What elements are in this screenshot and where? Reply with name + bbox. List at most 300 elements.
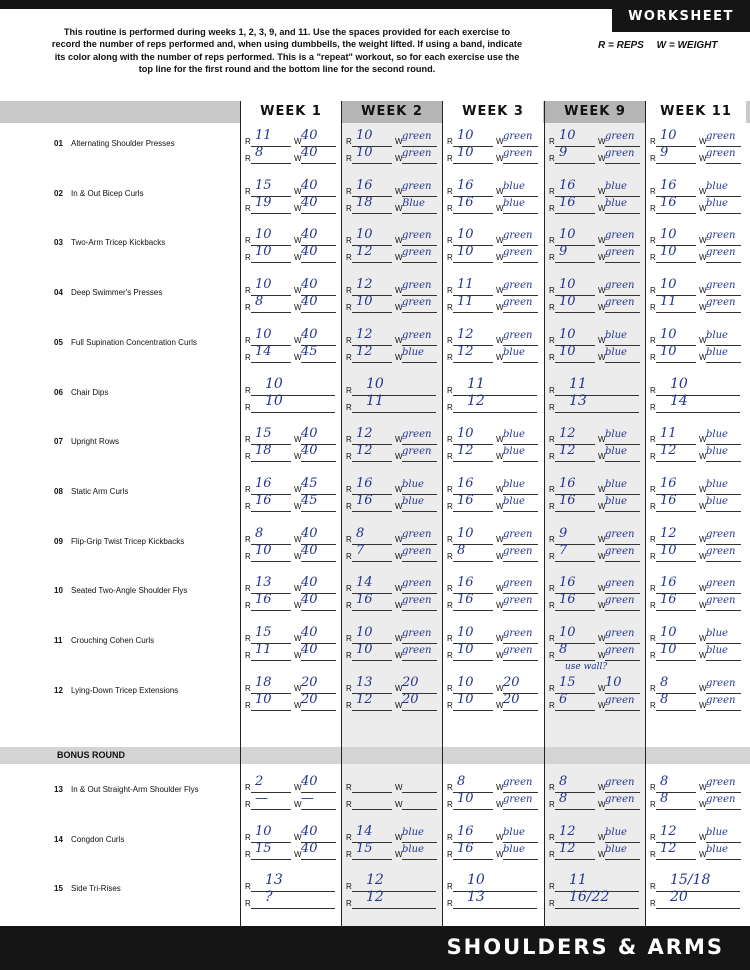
weight-value: 20 (402, 675, 419, 690)
reps-label: R (549, 584, 555, 593)
exercise-name: Deep Swimmer's Presses (71, 288, 163, 297)
reps-value: 8 (660, 791, 669, 806)
weight-line (503, 511, 538, 512)
reps-value: 16 (457, 195, 474, 210)
reps-line (352, 891, 436, 892)
log-entry-round-2[interactable] (650, 642, 745, 662)
weight-line (605, 511, 640, 512)
reps-line (555, 262, 595, 263)
reps-value: 6 (559, 692, 568, 707)
log-entry-round-2[interactable] (245, 592, 340, 612)
log-entry-round-2[interactable] (447, 592, 542, 612)
reps-line (453, 561, 493, 562)
reps-label: R (447, 303, 453, 312)
reps-label: R (346, 601, 352, 610)
weight-value: green (503, 297, 533, 308)
reps-label: R (346, 701, 352, 710)
weight-line (706, 660, 741, 661)
exercise-number: 02 (54, 189, 63, 198)
weight-value: blue (605, 330, 627, 341)
reps-line (555, 395, 639, 396)
log-entry-round-2[interactable] (245, 493, 340, 513)
weight-line (605, 444, 640, 445)
log-entry-round-1[interactable] (549, 376, 644, 397)
log-entry-round-2[interactable] (650, 443, 745, 463)
weight-value: green (605, 777, 635, 788)
log-entry-round-2[interactable] (346, 344, 441, 364)
reps-label: R (245, 286, 251, 295)
log-entry-round-2[interactable] (650, 145, 745, 165)
log-entry-round-2[interactable] (245, 692, 340, 712)
weight-value: green (503, 529, 533, 540)
weight-line (605, 362, 640, 363)
weight-label: W (294, 634, 302, 643)
weight-line (503, 561, 538, 562)
weight-value: 40 (301, 277, 318, 292)
weight-label: W (699, 452, 707, 461)
exercise-number: 10 (54, 586, 63, 595)
weight-label: W (395, 833, 403, 842)
reps-label: R (549, 236, 555, 245)
weight-value: green (706, 529, 736, 540)
log-entry-round-2[interactable] (549, 493, 644, 513)
log-entry-round-2[interactable] (447, 493, 542, 513)
log-entry-round-2[interactable] (447, 443, 542, 463)
reps-label: R (447, 253, 453, 262)
weight-label: W (699, 286, 707, 295)
log-entry-round-2[interactable] (346, 642, 441, 662)
weight-value: green (605, 645, 635, 656)
log-entry-round-1[interactable] (245, 376, 340, 397)
log-entry-round-2[interactable] (447, 393, 542, 414)
weight-label: W (395, 651, 403, 660)
weight-label: W (496, 154, 504, 163)
log-entry-round-2[interactable] (346, 244, 441, 264)
weight-line (503, 643, 538, 644)
week-header: WEEK 2 (342, 101, 442, 123)
log-entry-round-2[interactable] (650, 543, 745, 563)
weight-line (301, 511, 336, 512)
weight-line (605, 842, 640, 843)
log-entry-round-2[interactable] (447, 642, 542, 662)
log-entry-round-2[interactable] (346, 841, 441, 861)
log-entry-round-2[interactable] (447, 294, 542, 314)
log-entry-round-2[interactable] (650, 294, 745, 314)
reps-value: 10 (559, 327, 576, 342)
reps-label: R (650, 154, 656, 163)
log-entry-round-2[interactable] (245, 889, 340, 910)
column-divider (341, 101, 342, 953)
exercise-label (54, 487, 128, 496)
reps-line (352, 908, 436, 909)
reps-value: 10 (366, 376, 384, 392)
weight-value: blue (605, 429, 627, 440)
weight-label: W (496, 850, 504, 859)
reps-label: R (346, 882, 352, 891)
weight-value: 40 (301, 774, 318, 789)
reps-label: R (549, 634, 555, 643)
weight-label: W (395, 286, 403, 295)
week-header: WEEK 3 (443, 101, 543, 123)
exercise-label (54, 686, 178, 695)
reps-label: R (447, 634, 453, 643)
log-entry-round-2[interactable] (346, 692, 441, 712)
log-entry-round-2[interactable] (346, 393, 441, 414)
weight-value: green (503, 247, 533, 258)
log-entry-round-1[interactable] (650, 376, 745, 397)
reps-label: R (245, 435, 251, 444)
log-entry-round-2[interactable] (650, 493, 745, 513)
reps-line (453, 395, 537, 396)
reps-value: 16 (559, 178, 576, 193)
exercise-label (54, 338, 197, 347)
log-entry-round-2[interactable] (245, 443, 340, 463)
weight-line (605, 610, 640, 611)
reps-value: 10 (660, 244, 677, 259)
weight-value: blue (706, 347, 728, 358)
log-entry-round-2[interactable] (245, 543, 340, 563)
log-entry-round-1[interactable] (346, 376, 441, 397)
reps-value: 10 (356, 145, 373, 160)
reps-value: 12 (356, 443, 373, 458)
reps-line (352, 710, 392, 711)
weight-value: green (402, 429, 432, 440)
log-entry-round-1[interactable] (447, 872, 542, 893)
log-entry-round-2[interactable] (346, 195, 441, 215)
log-entry-round-2[interactable] (346, 592, 441, 612)
reps-label: R (650, 584, 656, 593)
reps-line (555, 908, 639, 909)
reps-value: 15 (255, 625, 272, 640)
log-entry-round-2[interactable] (549, 244, 644, 264)
log-entry-round-2[interactable] (346, 889, 441, 910)
log-entry-round-2[interactable] (245, 145, 340, 165)
exercise-label (54, 189, 143, 198)
reps-label: R (549, 502, 555, 511)
log-entry-round-2[interactable] (549, 692, 644, 712)
log-entry-round-2[interactable] (549, 294, 644, 314)
reps-value: 10 (660, 277, 677, 292)
reps-label: R (447, 882, 453, 891)
log-entry-round-2[interactable] (650, 592, 745, 612)
log-entry-round-2[interactable] (447, 543, 542, 563)
reps-value: 10 (660, 625, 677, 640)
reps-line (656, 163, 696, 164)
reps-label: R (549, 535, 555, 544)
weight-label: W (496, 634, 504, 643)
log-entry-round-2[interactable] (549, 145, 644, 165)
log-entry-round-2[interactable] (447, 692, 542, 712)
weight-label: W (598, 336, 606, 345)
log-entry-round-1[interactable] (346, 778, 441, 794)
reps-value: 10 (467, 872, 485, 888)
log-entry-round-2[interactable] (245, 294, 340, 314)
reps-value: 10 (265, 376, 283, 392)
reps-line (352, 163, 392, 164)
weight-label: W (496, 552, 504, 561)
weight-label: W (598, 584, 606, 593)
weight-line (402, 461, 437, 462)
weight-line (503, 312, 538, 313)
weight-label: W (699, 535, 707, 544)
log-entry-round-1[interactable] (346, 872, 441, 893)
reps-value: 11 (255, 128, 272, 143)
weight-line (706, 494, 741, 495)
weight-line (605, 544, 640, 545)
weight-label: W (699, 253, 707, 262)
log-entry-round-2[interactable] (447, 841, 542, 861)
reps-line (555, 511, 595, 512)
reps-value: 11 (457, 294, 474, 309)
weight-label: W (395, 435, 403, 444)
reps-value: 16 (255, 476, 272, 491)
reps-value: 12 (559, 426, 576, 441)
reps-value: 10 (457, 625, 474, 640)
log-entry-round-2[interactable] (346, 443, 441, 463)
log-entry-round-2[interactable] (650, 692, 745, 712)
weight-label: W (598, 783, 606, 792)
reps-label: R (447, 137, 453, 146)
log-entry-round-2[interactable] (245, 344, 340, 364)
log-entry-round-2[interactable] (650, 841, 745, 861)
weight-label: W (294, 783, 302, 792)
weight-label: W (294, 651, 302, 660)
reps-value: 8 (660, 692, 669, 707)
weight-value: green (402, 446, 432, 457)
weight-line (503, 245, 538, 246)
weight-label: W (598, 800, 606, 809)
weight-value: green (706, 546, 736, 557)
weight-value: blue (503, 429, 525, 440)
reps-line (555, 660, 595, 661)
reps-value: 12 (356, 277, 373, 292)
log-entry-round-2[interactable] (245, 195, 340, 215)
weight-label: W (395, 800, 403, 809)
reps-label: R (650, 236, 656, 245)
weight-line (706, 859, 741, 860)
reps-label: R (650, 204, 656, 213)
exercise-name: Two-Arm Tricep Kickbacks (71, 238, 166, 247)
log-entry-round-2[interactable] (346, 493, 441, 513)
reps-value: 15 (356, 841, 373, 856)
reps-label: R (346, 850, 352, 859)
weight-line (605, 561, 640, 562)
weight-value: blue (706, 198, 728, 209)
log-entry-round-2[interactable] (245, 791, 340, 811)
reps-label: R (346, 535, 352, 544)
log-entry-round-2[interactable] (245, 642, 340, 662)
column-divider (544, 101, 545, 953)
weight-line (503, 660, 538, 661)
weight-label: W (294, 204, 302, 213)
reps-line (453, 891, 537, 892)
worksheet-tab: WORKSHEET (612, 0, 750, 32)
weight-line (402, 312, 437, 313)
weight-line (402, 643, 437, 644)
reps-label: R (447, 154, 453, 163)
weight-label: W (699, 833, 707, 842)
log-entry-round-2[interactable] (346, 145, 441, 165)
reps-value: 12 (366, 889, 384, 905)
log-entry-round-2[interactable] (346, 543, 441, 563)
weight-line (402, 262, 437, 263)
weight-label: W (496, 204, 504, 213)
reps-line (656, 461, 696, 462)
weight-line (402, 213, 437, 214)
log-entry-round-2[interactable] (346, 294, 441, 314)
log-entry-round-2[interactable] (549, 443, 644, 463)
weight-value: blue (706, 181, 728, 192)
log-entry-round-2[interactable] (549, 393, 644, 414)
weight-line (706, 196, 741, 197)
weight-label: W (496, 701, 504, 710)
weight-label: W (395, 485, 403, 494)
weight-line (503, 362, 538, 363)
log-entry-round-2[interactable] (549, 889, 644, 910)
log-entry-round-2[interactable] (346, 795, 441, 811)
reps-line (453, 908, 537, 909)
reps-label: R (650, 386, 656, 395)
weight-value: green (402, 181, 432, 192)
log-entry-round-1[interactable] (650, 872, 745, 893)
weight-label: W (395, 502, 403, 511)
log-entry-round-2[interactable] (549, 195, 644, 215)
weight-line (503, 544, 538, 545)
weight-label: W (598, 502, 606, 511)
weight-label: W (699, 601, 707, 610)
log-entry-round-2[interactable] (447, 195, 542, 215)
reps-label: R (447, 833, 453, 842)
log-entry-round-1[interactable] (245, 872, 340, 893)
log-entry-round-2[interactable] (650, 889, 745, 910)
log-entry-round-2[interactable] (549, 592, 644, 612)
reps-value: 10 (255, 244, 272, 259)
reps-value: 10 (457, 642, 474, 657)
weight-value: 40 (301, 543, 318, 558)
weight-line (706, 362, 741, 363)
weight-label: W (598, 353, 606, 362)
reps-value: 15/18 (670, 872, 711, 888)
reps-line (251, 312, 291, 313)
weight-label: W (598, 204, 606, 213)
reps-value: 8 (559, 642, 568, 657)
reps-value: 13 (265, 872, 283, 888)
reps-label: R (650, 286, 656, 295)
weight-line (706, 544, 741, 545)
reps-label: R (650, 701, 656, 710)
weight-line (402, 544, 437, 545)
weight-line (706, 710, 741, 711)
weight-line (605, 163, 640, 164)
reps-value: 15 (559, 675, 576, 690)
weight-label: W (598, 137, 606, 146)
log-entry-round-2[interactable] (549, 543, 644, 563)
weight-label: W (699, 502, 707, 511)
log-entry-round-2[interactable] (447, 244, 542, 264)
weight-line (402, 710, 437, 711)
log-entry-round-2[interactable] (447, 344, 542, 364)
reps-line (352, 312, 392, 313)
reps-value: 12 (467, 393, 485, 409)
log-entry-round-2[interactable] (650, 244, 745, 264)
weight-value: blue (402, 496, 424, 507)
log-entry-round-1[interactable] (447, 376, 542, 397)
reps-label: R (245, 137, 251, 146)
reps-line (555, 859, 595, 860)
reps-value: 16 (660, 476, 677, 491)
weight-line (605, 859, 640, 860)
log-entry-round-2[interactable] (549, 791, 644, 811)
log-entry-round-2[interactable] (650, 393, 745, 414)
weight-line (503, 710, 538, 711)
reps-label: R (650, 303, 656, 312)
reps-label: R (245, 800, 251, 809)
weight-label: W (598, 850, 606, 859)
log-entry-round-2[interactable] (549, 642, 644, 662)
reps-value: 14 (255, 344, 272, 359)
weight-value: blue (503, 446, 525, 457)
reps-line (352, 412, 436, 413)
reps-line (555, 362, 595, 363)
reps-label: R (650, 137, 656, 146)
reps-line (251, 610, 291, 611)
log-entry-round-2[interactable] (245, 841, 340, 861)
reps-label: R (549, 800, 555, 809)
weight-value: blue (402, 827, 424, 838)
weight-label: W (294, 336, 302, 345)
weight-label: W (395, 552, 403, 561)
reps-value: 13 (356, 675, 373, 690)
log-entry-round-2[interactable] (650, 195, 745, 215)
log-entry-round-2[interactable] (650, 791, 745, 811)
reps-line (251, 395, 335, 396)
log-entry-round-2[interactable] (549, 344, 644, 364)
weight-line (402, 792, 437, 793)
reps-value: 12 (457, 344, 474, 359)
reps-label: R (549, 187, 555, 196)
reps-label: R (346, 336, 352, 345)
weight-value: blue (706, 827, 728, 838)
reps-value: 14 (670, 393, 688, 409)
reps-line (453, 660, 493, 661)
log-entry-round-2[interactable] (245, 393, 340, 414)
weight-label: W (294, 833, 302, 842)
reps-line (352, 809, 392, 810)
log-entry-round-2[interactable] (447, 145, 542, 165)
reps-line (555, 710, 595, 711)
weight-label: W (598, 286, 606, 295)
weight-line (605, 312, 640, 313)
log-entry-round-2[interactable] (245, 244, 340, 264)
weight-value: 20 (301, 692, 318, 707)
weight-line (605, 494, 640, 495)
log-entry-round-2[interactable] (447, 889, 542, 910)
weight-value: — (301, 791, 314, 806)
reps-label: R (549, 253, 555, 262)
weight-line (503, 593, 538, 594)
reps-value: 10 (457, 426, 474, 441)
log-entry-round-2[interactable] (447, 791, 542, 811)
log-entry-round-2[interactable] (549, 841, 644, 861)
weight-label: W (395, 783, 403, 792)
weight-value: blue (402, 844, 424, 855)
weight-label: W (294, 584, 302, 593)
log-entry-round-2[interactable] (650, 344, 745, 364)
weight-value: green (503, 546, 533, 557)
reps-value: 16 (457, 493, 474, 508)
weight-line (503, 345, 538, 346)
weight-line (706, 693, 741, 694)
